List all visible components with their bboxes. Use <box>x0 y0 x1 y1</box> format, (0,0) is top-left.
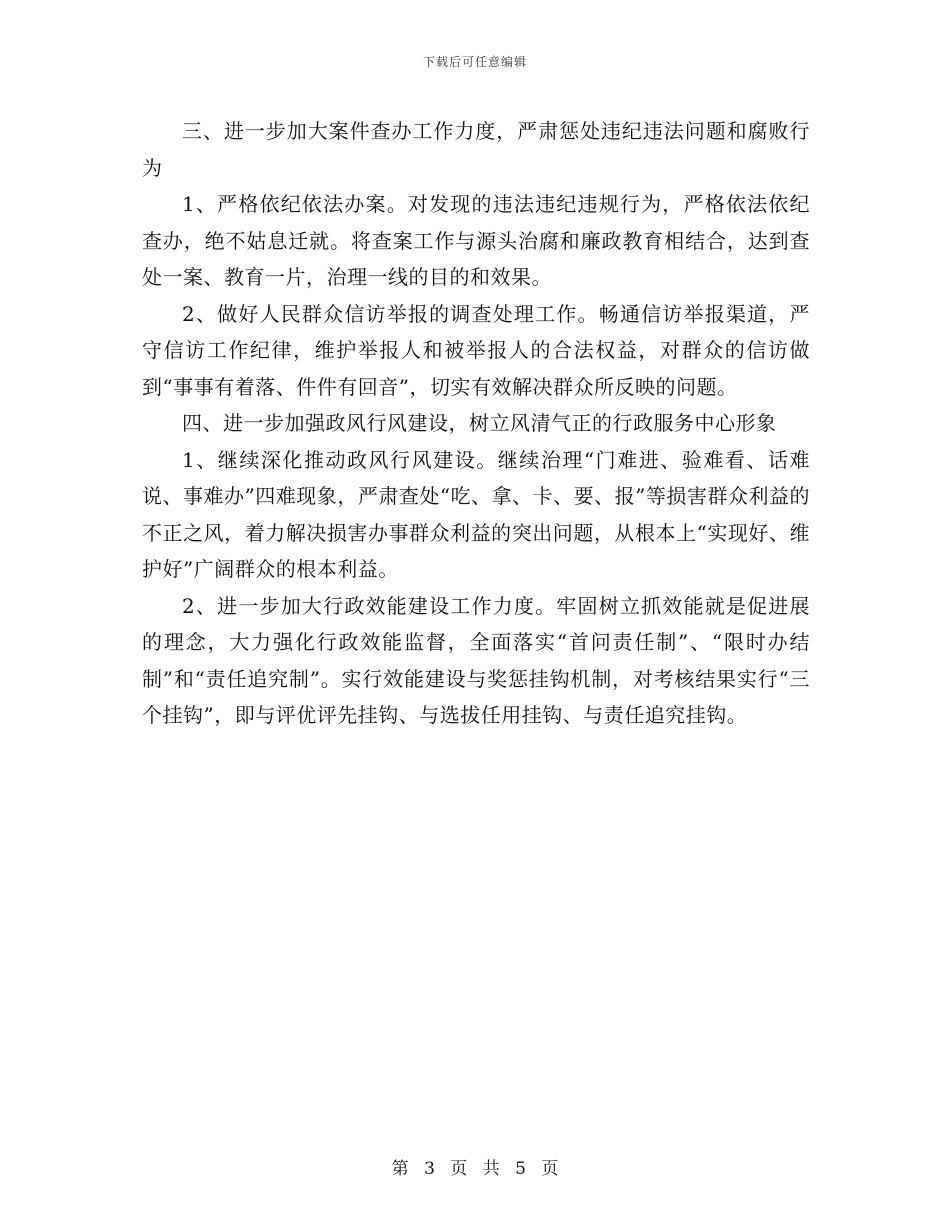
footer-total-prefix: 共 <box>482 1159 500 1179</box>
page-header: 下载后可任意编辑 <box>422 55 527 69</box>
page-footer <box>0 1154 950 1179</box>
footer-prefix: 第 <box>391 1159 409 1179</box>
footer-current-page: 3 <box>424 1159 435 1179</box>
paragraph-4-1: 1、继续深化推动政风行风建设。继续治理“门难进、验难看、话难说、事难办”四难现象，严肃查处“吃、拿、卡、要、报”等损害群众利益的不正之风，着力解决损害办事群众利益的突出问题，从根本上“实现好、维护好”广阔群众的根本利益。 <box>142 447 810 581</box>
paragraph-3-2: 2、做好人民群众信访举报的调查处理工作。畅通信访举报渠道，严守信访工作纪律，维护举报人和被举报人的合法权益，对群众的信访做到“事事有着落、件件有回音”，切实有效解决群众所反映的问题。 <box>142 301 810 399</box>
document-body <box>142 113 810 734</box>
footer-page-unit: 页 <box>450 1159 468 1179</box>
section-heading-4: 四、进一步加强政风行风建设，树立风清气正的行政服务中心形象 <box>182 411 777 435</box>
section-heading-3: 三、进一步加大案件查办工作力度，严肃惩处违纪违法问题和腐败行为 <box>142 119 810 180</box>
footer-total-pages: 5 <box>515 1159 526 1179</box>
footer-total-unit: 页 <box>541 1159 559 1179</box>
paragraph-3-1: 1、严格依纪依法办案。对发现的违法违纪违规行为，严格依法依纪查办，绝不姑息迁就。将查案工作与源头治腐和廉政教育相结合，达到查处一案、教育一片，治理一线的目的和效果。 <box>142 192 810 289</box>
paragraph-4-2: 2、进一步加大行政效能建设工作力度。牢固树立抓效能就是促进展的理念，大力强化行政效能监督，全面落实“首问责任制”、“限时办结制”和“责任追究制”。实行效能建设与奖惩挂钩机制，对考核结果实行“三个挂钩”，即与评优评先挂钩、与选拔任用挂钩、与责任追究挂钩。 <box>142 593 810 727</box>
